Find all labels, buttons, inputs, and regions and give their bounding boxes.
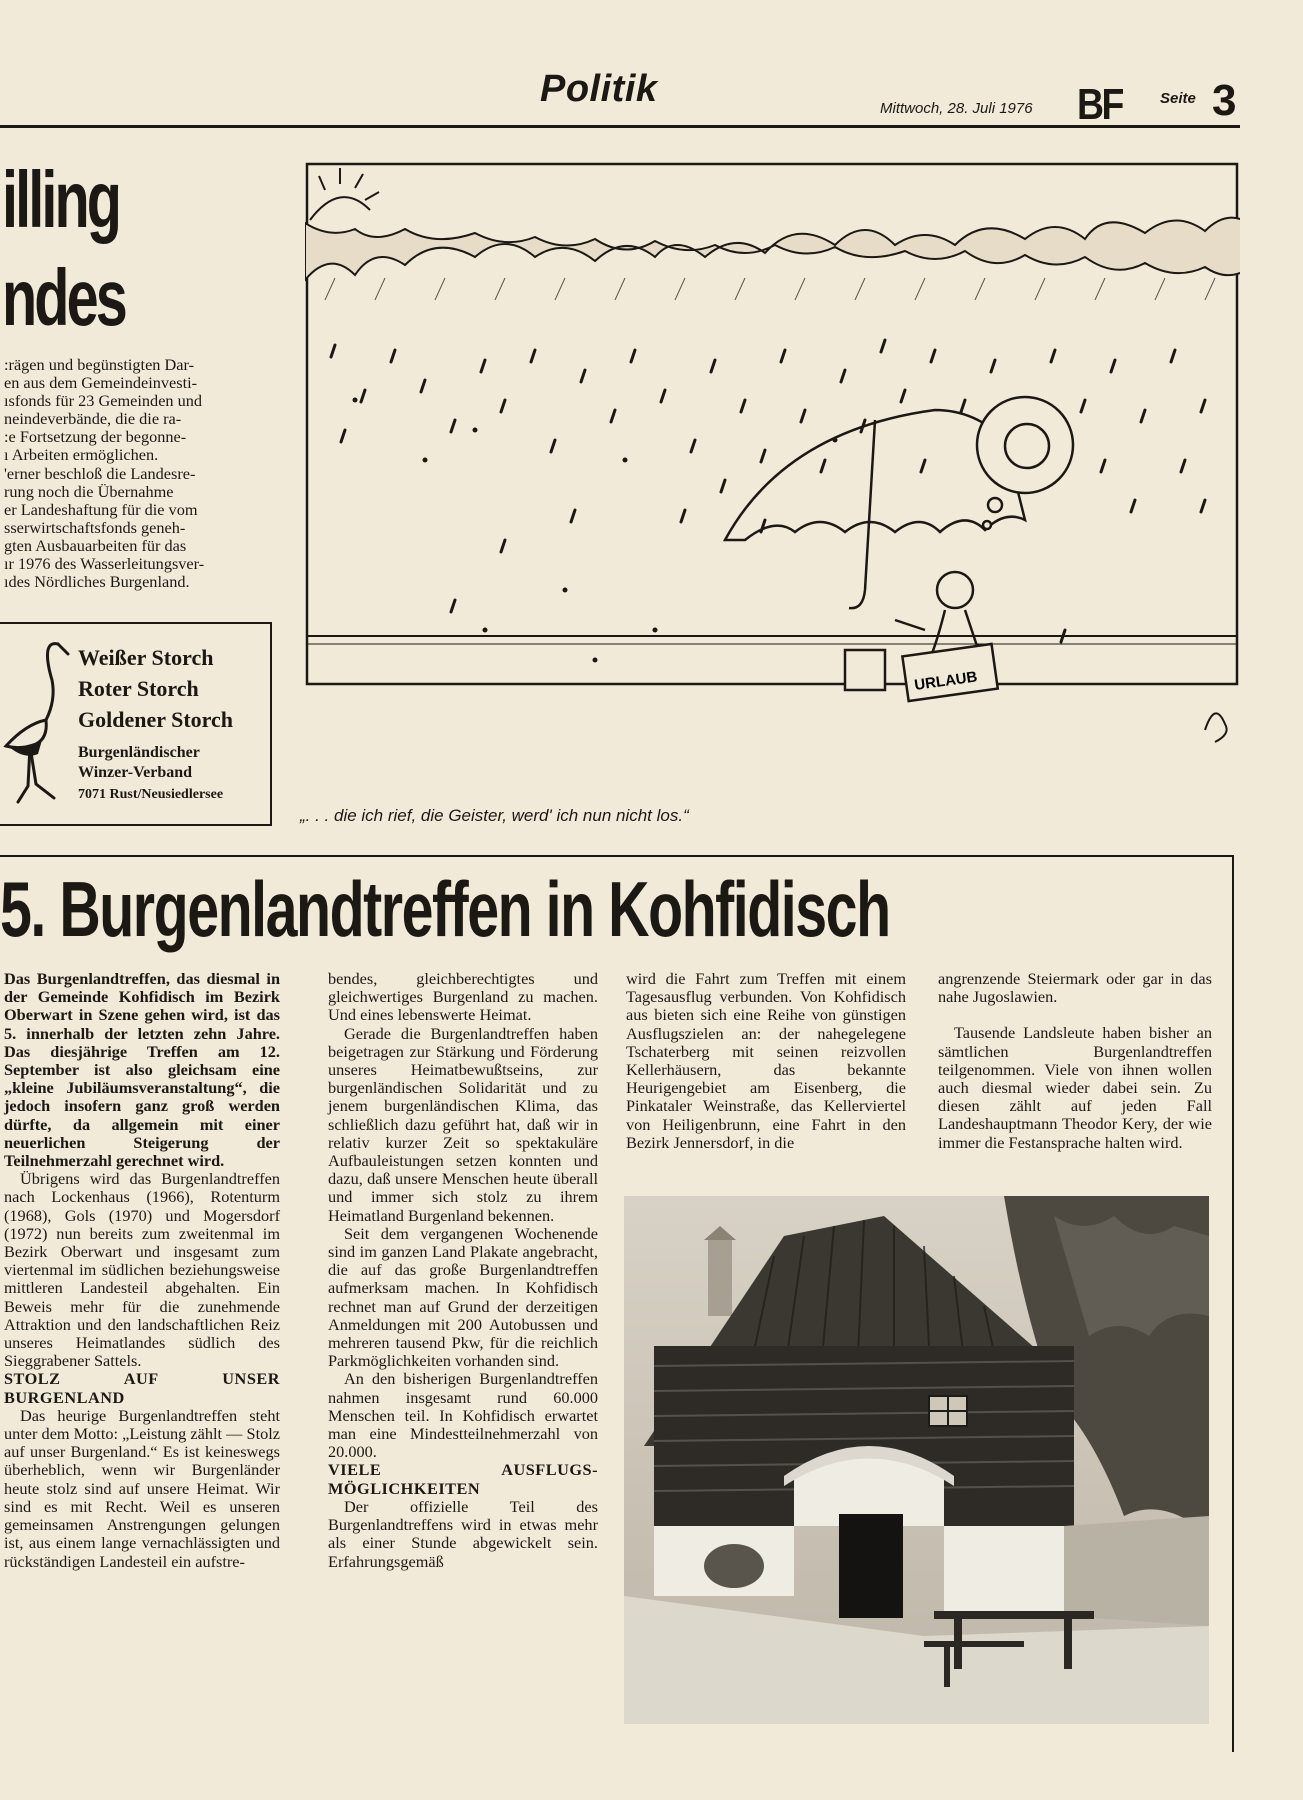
suitcase-label: URLAUB [913, 668, 979, 694]
text-line: ısfonds für 23 Gemeinden und [4, 391, 203, 411]
article-paragraph: wird die Fahrt zum Treffen mit einem Tagesausflug verbunden. Von Kohfidisch aus bieten sich eine Reihe von günstigen Ausflugszielen an: der nahegelegene Tschaterberg mit seinen reizvollen Kellerhäusern, das bekannte Heurigengebiet am Eisenberg, die Pinkataler Weinstraße, das Kellerviertel von Heiligenbrunn, eine Fahrt in den Bezirk Jennersdorf, in die [626, 969, 906, 1152]
ad-association-line-2: Winzer-Verband [78, 764, 193, 781]
text-line: rung noch die Übernahme [4, 481, 174, 501]
article-paragraph: Tausende Landsleute haben bisher an sämtlichen Burgenlandtreffen teilgenommen. Viele von ihnen wollen auch diesmal wieder dabei sein. Zu diesen zählt auf jeden Fall Landeshauptmann Theodor Kery, der wie immer die Festansprache halten wird. [938, 1023, 1212, 1152]
article-column-3 [626, 970, 906, 1152]
article-paragraph: Gerade die Burgenlandtreffen haben beigetragen zur Stärkung und Förderung unseres Heimatbewußtseins, zur burgenländischen Solidarität und zu jenem burgenländischen Klima, das schließlich dazu geführt hat, daß wir in relativ kurzer Zeit so spektakuläre Aufbauleistungen setzen konnten und dazu, daß unsere Menschen heute überall und immer sich stolz zu ihrem Heimatland Burgenland bekennen. [328, 1023, 598, 1225]
left-article-body [4, 356, 272, 591]
farmhouse-photo [624, 1196, 1209, 1724]
text-line: :e Fortsetzung der begonne- [4, 427, 187, 447]
stork-icon [0, 638, 70, 808]
article-paragraph: Übrigens wird das Burgenlandtreffen nach Lockenhaus (1966), Rotenturm (1968), Gols (1970) und Mogersdorf (1972) nun bereits zum zweitenmal im Bezirk Oberwart und insgesamt zum viertenmal im südlichen beziehungsweise mittleren Landesteil abgehalten. Ein Beweis mehr für die zunehmende Attraktion und den landschaftlichen Reiz unseres Heimatlandes südlich des Sieggrabener Sattels. [4, 1169, 280, 1371]
left-headline-fragment-1: illing [2, 155, 120, 244]
text-line: er Landeshaftung für die vom [4, 499, 198, 519]
article-subhead: STOLZ AUF UNSER BURGENLAND [4, 1369, 280, 1407]
article-paragraph: bendes, gleichberechtigtes und gleichwertiges Burgenland zu machen. Und eines lebenswerte Heimat. [328, 969, 598, 1025]
text-line: 'erner beschloß die Landesre- [4, 463, 196, 483]
article-paragraph: An den bisherigen Burgenlandtreffen nahmen insgesamt rund 60.000 Menschen teil. In Kohfidisch erwartet man eine Mindestteilnehmerzahl von 20.000. [328, 1369, 598, 1462]
left-headline-fragment-2: ndes [2, 253, 125, 342]
ad-association-line-1: Burgenländischer [78, 744, 200, 761]
sun-icon [310, 168, 379, 220]
article-subhead: VIELE AUSFLUGS-MÖGLICHKEITEN [328, 1460, 598, 1498]
header-rule [0, 125, 1240, 128]
article-paragraph: Das heurige Burgenlandtreffen steht unter dem Motto: „Leistung zählt — Stolz auf unser Burgenland.“ Es ist keineswegs überheblich, wenn wir Burgenländer heute stolz sind auf unsere Heimat. Wir sind es mit Recht. Weil es unseren gemeinsamen Anstrengungen gelungen ist, aus einem lange vernachlässigten und rückständigen Landesteil ein aufstre- [4, 1405, 280, 1571]
text-line: :rägen und begünstigten Dar- [4, 355, 195, 374]
article-column-2 [328, 970, 598, 1571]
article-column-1 [4, 970, 280, 1571]
article-paragraph: angrenzende Steiermark oder gar in das nahe Jugoslawien. [938, 969, 1212, 1007]
cartoon-caption: „. . . die ich rief, die Geister, werd' ich nun nicht los.“ [300, 806, 689, 825]
ad-address: 7071 Rust/Neusiedlersee [78, 787, 224, 802]
text-line: sserwirtschaftsfonds geneh- [4, 517, 186, 537]
text-line: neindeverbände, die die ra- [4, 409, 182, 429]
article-lead: Das Burgenlandtreffen, das diesmal in der Gemeinde Kohfidisch im Bezirk Oberwart in Szene gehen wird, ist das 5. innerhalb der letzten zehn Jahre. Das diesjährige Treffen am 12. September ist also gleichsam eine „kleine Jubiläumsveranstaltung“, die jedoch insofern ganz groß werden dürfte, da allgemein mit einer neuerlichen Steigerung der Teilnehmerzahl gerechnet wird. [4, 969, 280, 1171]
text-line: ıdes Nördliches Burgenland. [4, 572, 190, 592]
ad-product-2: Roter Storch [78, 676, 199, 701]
text-line: gten Ausbauarbeiten für das [4, 535, 187, 555]
ad-product-3: Goldener Storch [78, 707, 234, 732]
text-line: ı Arbeiten ermöglichen. [4, 445, 159, 465]
article-column-4 [938, 970, 1212, 1152]
section-title: Politik [540, 68, 658, 110]
main-headline: 5. Burgenlandtreffen in Kohfidisch [0, 865, 890, 953]
cloud-band [305, 218, 1240, 280]
text-line: ır 1976 des Wasserleitungsver- [4, 554, 205, 574]
ad-product-1: Weißer Storch [78, 645, 214, 670]
page-number: 3 [1212, 76, 1237, 125]
page-label: Seite [1160, 90, 1196, 107]
sun-thought-bubble [977, 397, 1073, 529]
artist-signature-icon [1205, 713, 1227, 742]
text-line: en aus dem Gemeindeinvesti- [4, 373, 198, 393]
rain-drops [331, 340, 1205, 642]
article-paragraph: Der offizielle Teil des Burgenlandtreffens wird in etwas mehr als einer Stunde abgewickelt sein. Erfahrungsgemäß [328, 1496, 598, 1571]
rain-cartoon [305, 160, 1240, 790]
article-paragraph: Seit dem vergangenen Wochenende sind im ganzen Land Plakate angebracht, die auf das große Burgenlandtreffen aufmerksam machen. In Kohfidisch rechnet man auf Grund der derzeitigen Anmeldungen mit 200 Autobussen und mehreren tausend Pkw, für die reichlich Parkmöglichkeiten vorhanden sind. [328, 1223, 598, 1371]
issue-date: Mittwoch, 28. Juli 1976 [880, 100, 1033, 117]
newspaper-logo: BF [1077, 80, 1122, 129]
